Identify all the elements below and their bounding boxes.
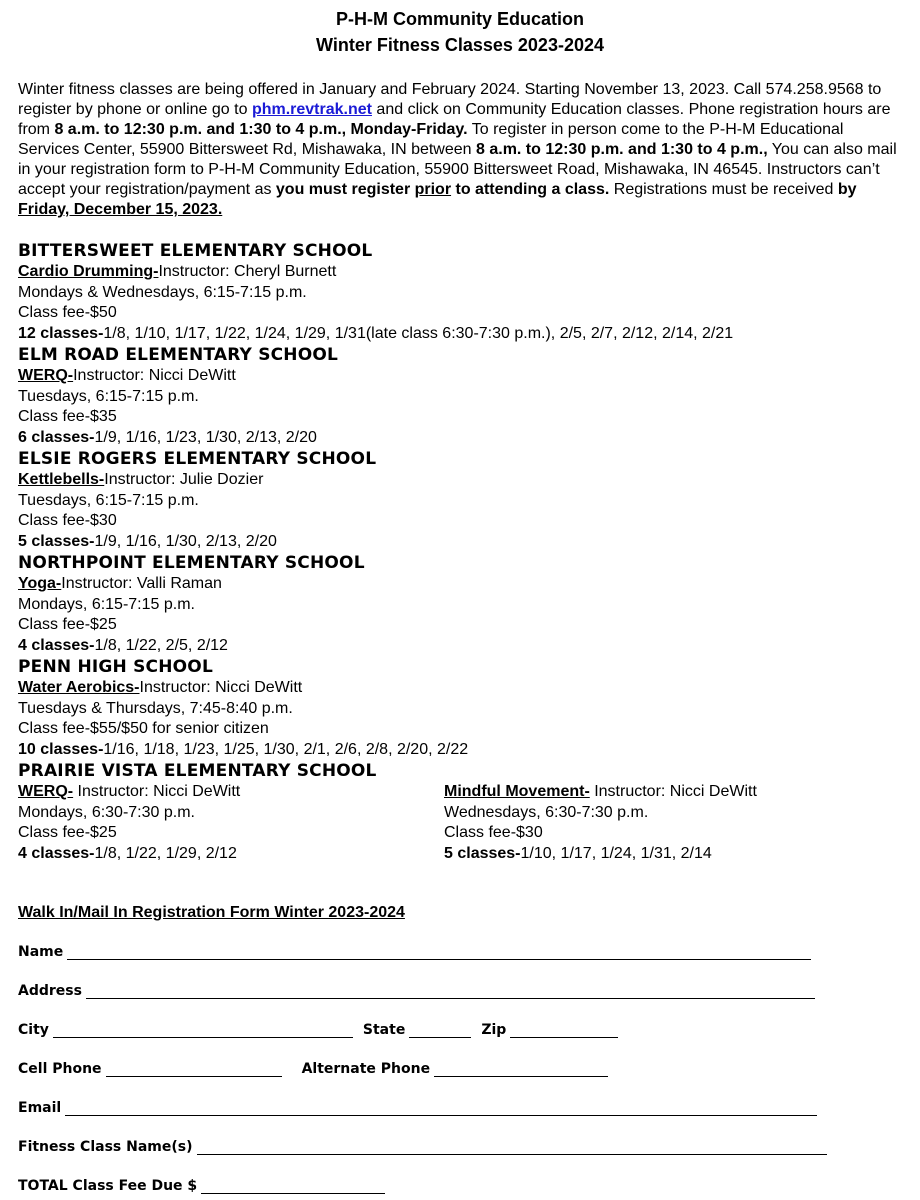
deadline-date: Friday, December 15, 2023. bbox=[18, 201, 223, 218]
alternate-phone-label: Alternate Phone bbox=[301, 1061, 431, 1077]
class-count: 12 classes- bbox=[18, 325, 104, 343]
class-count: 4 classes- bbox=[18, 845, 95, 863]
intro-paragraph bbox=[18, 80, 898, 220]
address-label: Address bbox=[18, 983, 82, 999]
class-name: WERQ- bbox=[18, 782, 74, 800]
class-name: Mindful Movement- bbox=[444, 782, 590, 800]
email-field[interactable] bbox=[65, 1101, 817, 1116]
state-label: State bbox=[362, 1022, 406, 1038]
class-fee: Class fee-$25 bbox=[18, 616, 117, 634]
class-fee: Class fee-$55/$50 for senior citizen bbox=[18, 720, 269, 738]
intro-text: and click on Community Education classes. Phone registration hours are from bbox=[18, 101, 891, 138]
class-dates: 1/8, 1/10, 1/17, 1/22, 1/24, 1/29, 1/31(late class 6:30-7:30 p.m.), 2/5, 2/7, 2/12, 2/14, 2/21 bbox=[103, 325, 734, 343]
school-heading: ELSIE ROGERS ELEMENTARY SCHOOL bbox=[18, 449, 377, 469]
prairie-vista-second-class bbox=[444, 782, 757, 865]
class-dates: 1/10, 1/17, 1/24, 1/31, 2/14 bbox=[520, 845, 712, 863]
intro-bold: to attending a class. bbox=[451, 181, 610, 198]
class-count: 5 classes- bbox=[18, 533, 95, 551]
class-schedule: Mondays & Wednesdays, 6:15-7:15 p.m. bbox=[18, 283, 307, 301]
class-names-label: Fitness Class Name(s) bbox=[18, 1139, 193, 1155]
intro-bold: 8 a.m. to 12:30 p.m. and 1:30 to 4 p.m., bbox=[476, 141, 768, 158]
class-instructor: Instructor: Cheryl Burnett bbox=[158, 262, 337, 280]
class-count: 6 classes- bbox=[18, 429, 95, 447]
intro-bold: you must register bbox=[275, 181, 415, 198]
intro-text: To register in person come to the P-H-M Educational Services Center, 55900 Bittersweet Rd, Mishawaka, IN between bbox=[18, 121, 844, 158]
zip-field[interactable] bbox=[510, 1023, 618, 1038]
intro-bold: 8 a.m. to 12:30 p.m. and 1:30 to 4 p.m., Monday-Friday. bbox=[54, 121, 468, 138]
class-names-field[interactable] bbox=[197, 1140, 827, 1155]
city-label: City bbox=[18, 1022, 49, 1038]
school-heading: NORTHPOINT ELEMENTARY SCHOOL bbox=[18, 553, 365, 573]
page-title: P-H-M Community Education bbox=[336, 9, 584, 29]
class-dates: 1/16, 1/18, 1/23, 1/25, 1/30, 2/1, 2/6, 2/8, 2/20, 2/22 bbox=[103, 741, 469, 759]
city-field[interactable] bbox=[53, 1023, 353, 1038]
class-name: Yoga- bbox=[18, 574, 62, 592]
class-instructor: Instructor: Nicci DeWitt bbox=[73, 366, 236, 384]
class-count: 10 classes- bbox=[18, 741, 104, 759]
total-fee-field[interactable] bbox=[201, 1179, 385, 1194]
school-section-elsie-rogers bbox=[18, 449, 376, 553]
intro-text: Winter fitness classes are being offered in January and February 2024. Starting November 13, 2023. Call 574.258.9568 to register by phone or online go to bbox=[18, 81, 882, 118]
class-name: Cardio Drumming- bbox=[18, 262, 159, 280]
school-heading: BITTERSWEET ELEMENTARY SCHOOL bbox=[18, 241, 373, 261]
total-fee-label: TOTAL Class Fee Due $ bbox=[18, 1178, 198, 1194]
class-instructor: Instructor: Valli Raman bbox=[61, 574, 222, 592]
intro-text: Registrations must be received bbox=[609, 181, 838, 198]
alternate-phone-field[interactable] bbox=[434, 1062, 608, 1077]
name-field[interactable] bbox=[67, 945, 811, 960]
form-row-email bbox=[18, 1100, 817, 1116]
cell-phone-field[interactable] bbox=[106, 1062, 282, 1077]
zip-label: Zip bbox=[481, 1022, 507, 1038]
school-heading: ELM ROAD ELEMENTARY SCHOOL bbox=[18, 345, 339, 365]
class-fee: Class fee-$50 bbox=[18, 304, 117, 322]
class-fee: Class fee-$35 bbox=[18, 408, 117, 426]
form-row-city-state-zip bbox=[18, 1022, 618, 1038]
class-instructor: Instructor: Nicci DeWitt bbox=[589, 782, 757, 800]
intro-text: You can also mail in your registration form to P-H-M Community Education, 55900 Bittersweet Road, Mishawaka, IN 46545. Instructors can’t accept your registration/payment as bbox=[18, 141, 897, 198]
school-section-prairie-vista bbox=[18, 761, 377, 865]
form-row-class-names bbox=[18, 1139, 827, 1155]
class-instructor: Instructor: Nicci DeWitt bbox=[73, 782, 241, 800]
class-dates: 1/9, 1/16, 1/30, 2/13, 2/20 bbox=[94, 533, 277, 551]
class-schedule: Mondays, 6:30-7:30 p.m. bbox=[18, 803, 195, 821]
form-row-address bbox=[18, 983, 815, 999]
class-dates: 1/9, 1/16, 1/23, 1/30, 2/13, 2/20 bbox=[94, 429, 317, 447]
address-field[interactable] bbox=[86, 984, 815, 999]
page-subtitle: Winter Fitness Classes 2023-2024 bbox=[316, 35, 604, 55]
email-label: Email bbox=[18, 1100, 62, 1116]
class-dates: 1/8, 1/22, 2/5, 2/12 bbox=[94, 637, 228, 655]
class-name: Water Aerobics- bbox=[18, 678, 140, 696]
class-count: 5 classes- bbox=[444, 845, 521, 863]
class-instructor: Instructor: Nicci DeWitt bbox=[139, 678, 303, 696]
class-count: 4 classes- bbox=[18, 637, 95, 655]
class-fee: Class fee-$25 bbox=[18, 824, 117, 842]
class-schedule: Tuesdays & Thursdays, 7:45-8:40 p.m. bbox=[18, 699, 293, 717]
form-row-total bbox=[18, 1178, 385, 1194]
name-label: Name bbox=[18, 944, 64, 960]
intro-bold-underline: prior bbox=[414, 181, 452, 198]
school-section-elm-road bbox=[18, 345, 338, 449]
school-section-northpoint bbox=[18, 553, 365, 657]
intro-bold: by bbox=[837, 181, 857, 198]
school-section-penn-high bbox=[18, 657, 468, 761]
class-schedule: Tuesdays, 6:15-7:15 p.m. bbox=[18, 387, 199, 405]
class-dates: 1/8, 1/22, 1/29, 2/12 bbox=[94, 845, 237, 863]
state-field[interactable] bbox=[409, 1023, 471, 1038]
class-instructor: Instructor: Julie Dozier bbox=[104, 470, 264, 488]
registration-form-title: Walk In/Mail In Registration Form Winter 2023-2024 bbox=[18, 904, 405, 921]
form-row-name bbox=[18, 944, 811, 960]
school-section-bittersweet bbox=[18, 241, 733, 345]
school-heading: PRAIRIE VISTA ELEMENTARY SCHOOL bbox=[18, 761, 377, 781]
class-schedule: Wednesdays, 6:30-7:30 p.m. bbox=[444, 803, 649, 821]
class-fee: Class fee-$30 bbox=[444, 824, 543, 842]
class-schedule: Tuesdays, 6:15-7:15 p.m. bbox=[18, 491, 199, 509]
class-name: WERQ- bbox=[18, 366, 74, 384]
class-name: Kettlebells- bbox=[18, 470, 105, 488]
class-schedule: Mondays, 6:15-7:15 p.m. bbox=[18, 595, 195, 613]
class-fee: Class fee-$30 bbox=[18, 512, 117, 530]
school-heading: PENN HIGH SCHOOL bbox=[18, 657, 213, 677]
cell-phone-label: Cell Phone bbox=[18, 1061, 102, 1077]
form-row-phones bbox=[18, 1061, 608, 1077]
registration-link[interactable]: phm.revtrak.net bbox=[251, 101, 372, 118]
